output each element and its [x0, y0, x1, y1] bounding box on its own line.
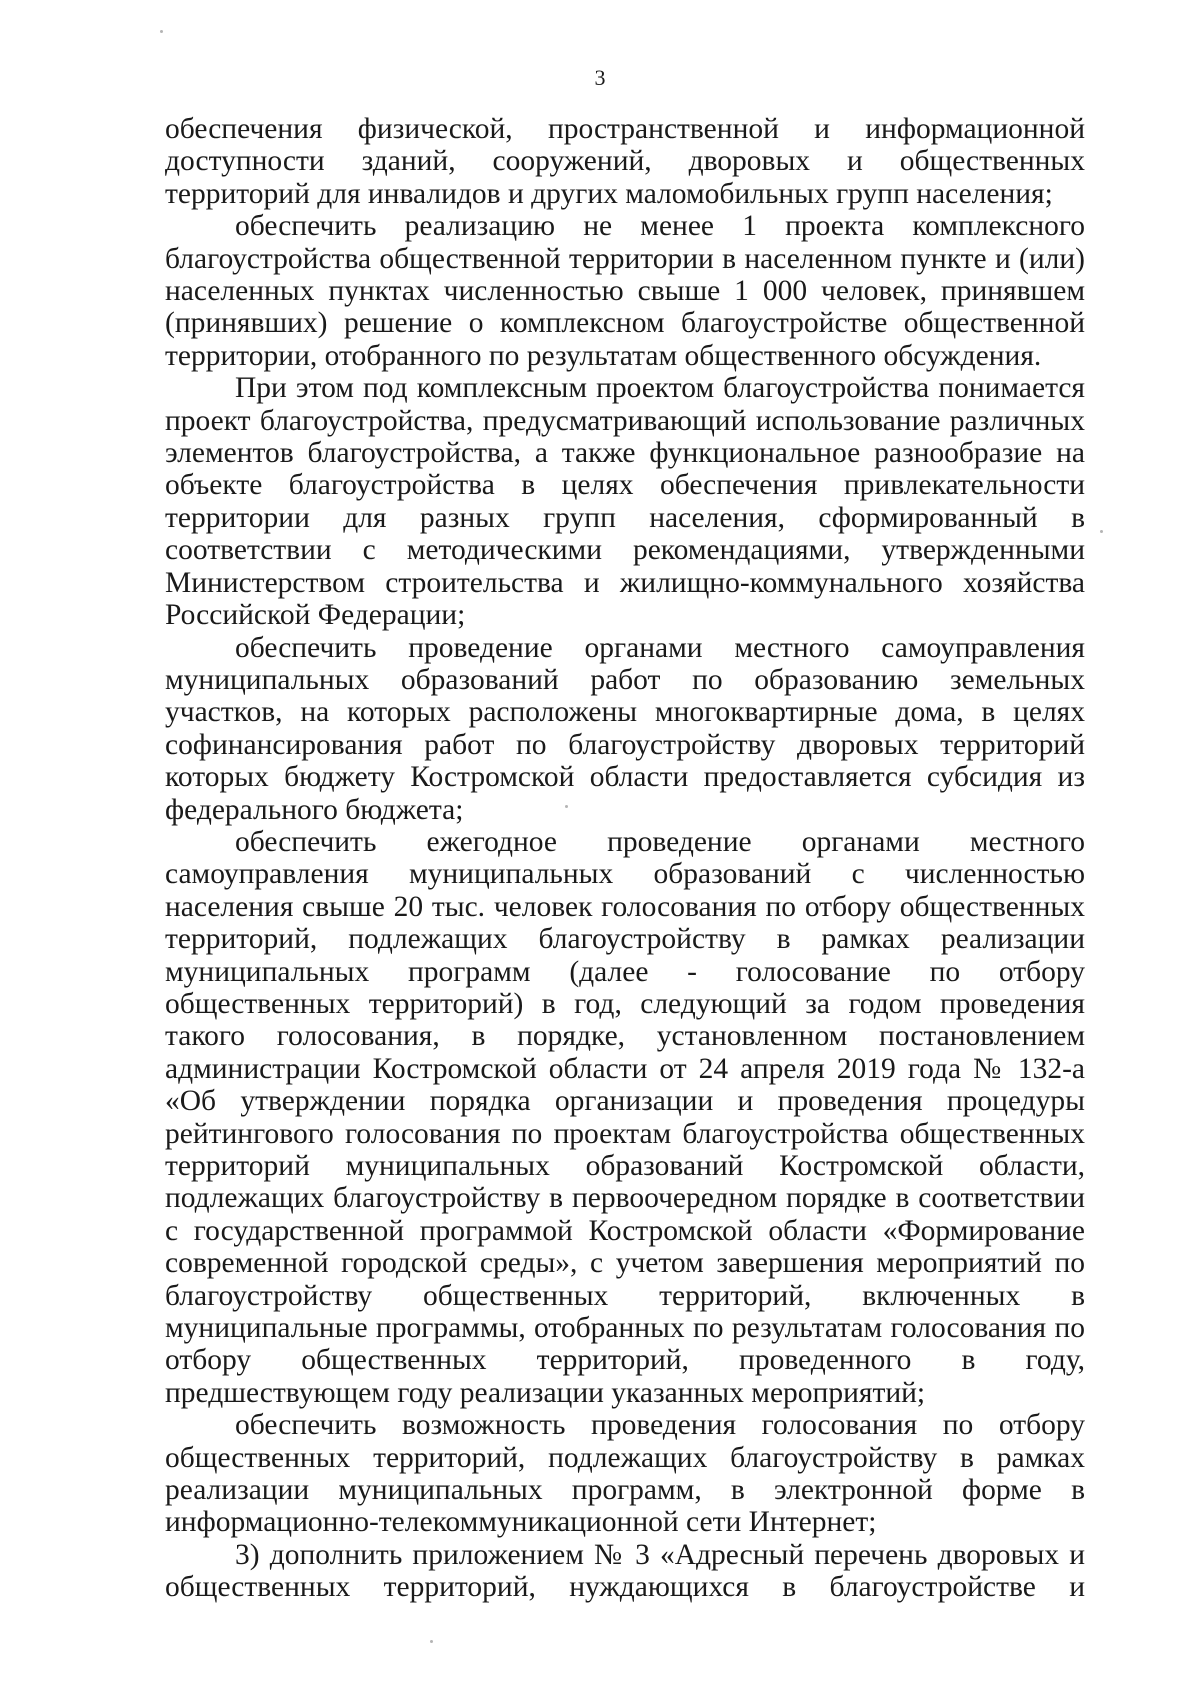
scan-speck	[565, 805, 568, 808]
paragraph-accessibility-continuation: обеспечения физической, пространственной и информационной доступности зданий, сооружений, дворовых и общественных территорий для инвалидов и других маломобильных групп населения;	[165, 113, 1085, 210]
paragraph-land-plots: обеспечить проведение органами местного самоуправления муниципальных образований работ по образованию земельных участков, на которых расположены многоквартирные дома, в целях софинансирования работ по благоустройству дворовых территорий которых бюджету Костромской области предоставляется субсидия из федерального бюджета;	[165, 631, 1085, 826]
paragraph-electronic-voting: обеспечить возможность проведения голосования по отбору общественных территорий, подлежащих благоустройству в рамках реализации муниципальных программ, в электронной форме в информационно-телекоммуникационной сети Интернет;	[165, 1409, 1085, 1539]
scan-speck	[1100, 530, 1103, 533]
paragraph-complex-project-requirement: обеспечить реализацию не менее 1 проекта комплексного благоустройства общественной территории в населенном пункте и (или) населенных пунктах численностью свыше 1 000 человек, принявшем (принявших) решение о комплексном благоустройстве общественной территории, отобранного по результатам общественного обсуждения.	[165, 210, 1085, 372]
paragraph-complex-project-definition: При этом под комплексным проектом благоустройства понимается проект благоустройства, предусматривающий использование различных элементов благоустройства, а также функциональное разнообразие на объекте благоустройства в целях обеспечения привлекательности территории для разных групп населения, сформированный в соответствии с методическими рекомендациями, утвержденными Министерством строительства и жилищно-коммунального хозяйства Российской Федерации;	[165, 372, 1085, 632]
paragraph-appendix-3: 3) дополнить приложением № 3 «Адресный перечень дворовых и общественных территорий, нуждающихся в благоустройстве и	[165, 1538, 1085, 1604]
scan-speck	[160, 30, 163, 33]
scan-speck	[430, 1640, 433, 1643]
document-body	[165, 113, 1085, 1604]
page-number: 3	[594, 65, 606, 90]
paragraph-annual-voting: обеспечить ежегодное проведение органами местного самоуправления муниципальных образований с численностью населения свыше 20 тыс. человек голосования по отбору общественных территорий, подлежащих благоустройству в рамках реализации муниципальных программ (далее - голосование по отбору общественных территорий) в год, следующий за годом проведения такого голосования, в порядке, установленном постановлением администрации Костромской области от 24 апреля 2019 года № 132-а «Об утверждении порядка организации и проведения процедуры рейтингового голосования по проектам благоустройства общественных территорий муниципальных образований Костромской области, подлежащих благоустройству в первоочередном порядке в соответствии с государственной программой Костромской области «Формирование современной городской среды», с учетом завершения мероприятий по благоустройству общественных территорий, включенных в муниципальные программы, отобранных по результатам голосования по отбору общественных территорий, проведенного в году, предшествующем году реализации указанных мероприятий;	[165, 825, 1085, 1409]
